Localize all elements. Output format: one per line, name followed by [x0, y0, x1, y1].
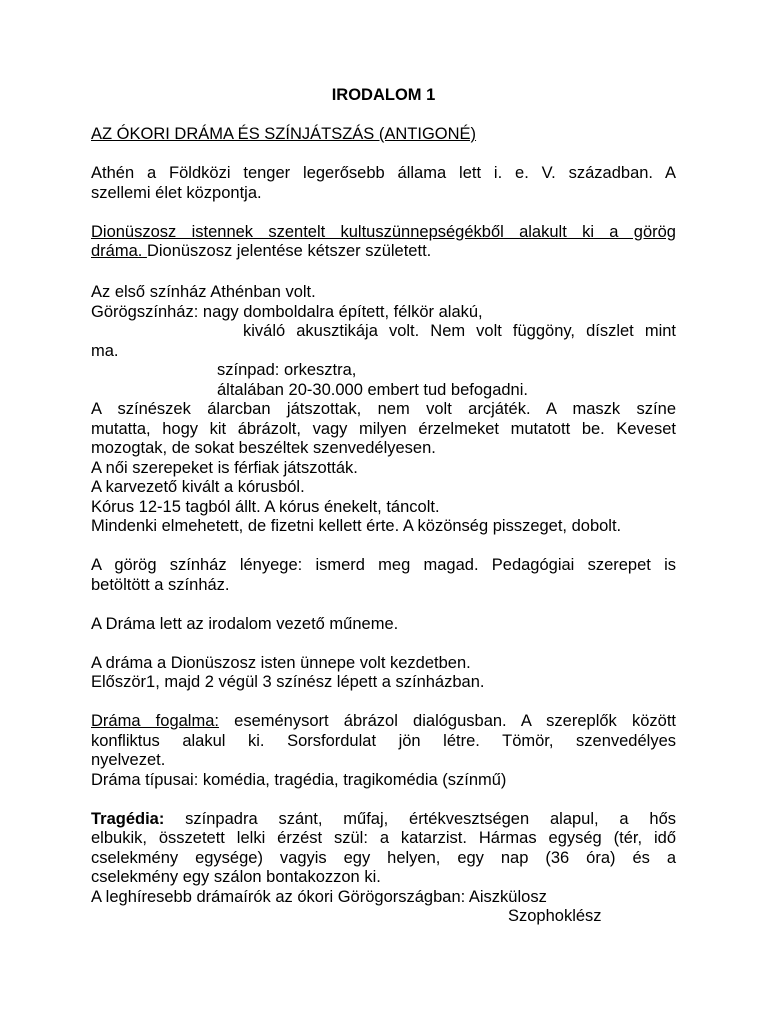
- paragraph-dionusz: Dionüszosz istennek szentelt kultuszünnepségékből alakult ki a görög dráma. Dionüszosz jelentése kétszer született.: [91, 222, 676, 260]
- paragraph-athen: Athén a Földközi tenger legerősebb állama lett i. e. V. században. A szellemi élet központja.: [91, 164, 676, 202]
- paragraph-lenyeg: A görög színház lényege: ismerd meg magad. Pedagógiai szerepet is betöltött a színház.: [91, 556, 676, 594]
- paragraph-szineszek: A színészek álarcban játszottak, nem volt arcjáték. A maszk színe mutatta, hogy kit ábrázolt, vagy milyen érzelmeket mutatott be. Keveset mozogtak, de sokat beszéltek szenvedélyesen. A női szerepeket is férfiak játszották. A karvezető kivált a kórusból. Kórus 12-15 tagból állt. A kórus énekelt, táncolt. Mindenki elmehetett, de fizetni kellett érte. A közönség pisszeget, dobolt.: [91, 400, 676, 535]
- drama-fogalma-label: Dráma fogalma:: [91, 712, 219, 730]
- paragraph-tragedia: Tragédia: színpadra szánt, műfaj, értékvesztségen alapul, a hős elbukik, összetett lelki érzést szül: a katarzist. Hármas egység (tér, idő cselekmény egysége) vagyis egy helyen, egy nap (36 óra) és a cselekmény egy szálon bontakozzon ki. A leghíresebb drámaírók az ókori Görögországban: Aiszkülosz Szophoklész: [91, 809, 676, 925]
- paragraph-mufaj: A Dráma lett az irodalom vezető műneme.: [91, 614, 399, 633]
- page-title: IRODALOM 1: [331, 86, 436, 104]
- document-body: [91, 86, 676, 927]
- paragraph-szinhaz: Az első színház Athénban volt. Görögszínház: nagy domboldalra épített, félkör alakú, kiváló akusztikája volt. Nem volt függöny, díszlet mint ma. színpad: orkesztra, általában 20-30.000 embert tud befogadni.: [91, 283, 676, 399]
- paragraph-fogalom: Dráma fogalma: eseménysort ábrázol dialógusban. A szereplők között konfliktus alakul ki. Sorsfordulat jön létre. Tömör, szenvedélyes nyelvezet. Dráma típusai: komédia, tragédia, tragikomédia (színmű): [91, 712, 676, 789]
- section-heading: AZ ÓKORI DRÁMA ÉS SZÍNJÁTSZÁS (ANTIGONÉ): [91, 125, 477, 143]
- tragedia-label: Tragédia:: [91, 809, 165, 828]
- paragraph-unnep: A dráma a Dionüszosz isten ünnepe volt kezdetben. Először1, majd 2 végül 3 színész lépett a színházban.: [91, 653, 485, 691]
